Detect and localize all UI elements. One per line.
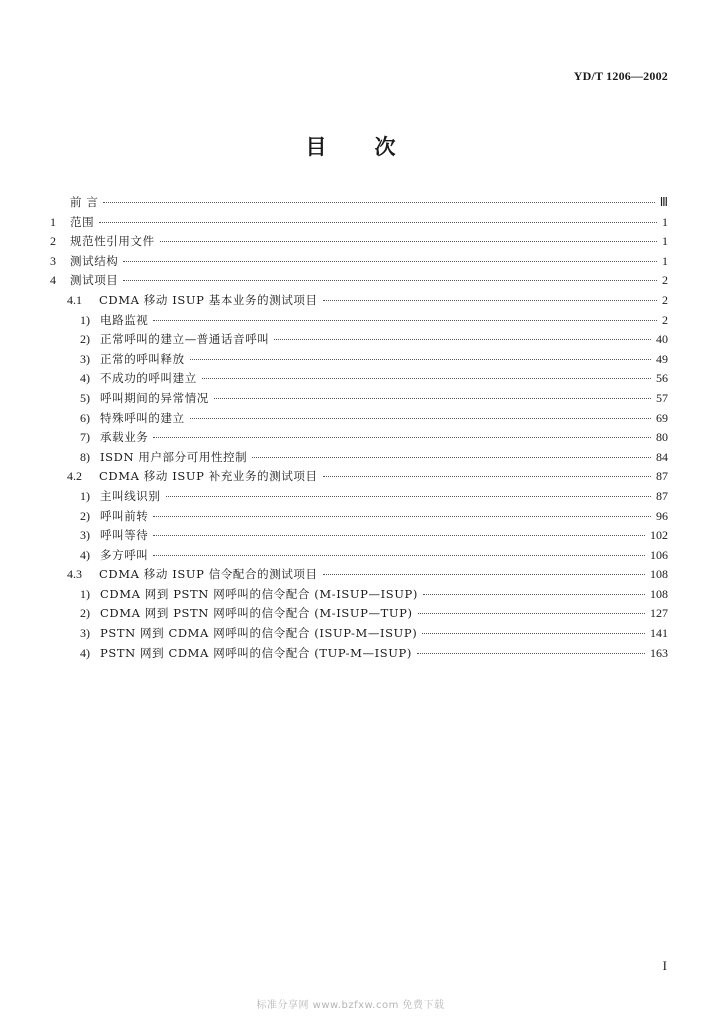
toc-entry-label: CDMA 网到 PSTN 网呼叫的信令配合 (M-ISUP—ISUP) (100, 586, 418, 601)
toc-dot-leader (323, 300, 657, 301)
toc-entry[interactable] (50, 311, 668, 331)
toc-entry[interactable] (50, 604, 668, 624)
toc-entry-number: 4) (80, 371, 90, 386)
toc-entry[interactable] (50, 585, 668, 605)
title-char-2: 次 (374, 135, 396, 159)
toc-entry[interactable] (50, 565, 668, 585)
toc-dot-leader (252, 457, 651, 458)
toc-entry-number: 1 (50, 214, 56, 229)
toc-entry-label: PSTN 网到 CDMA 网呼叫的信令配合 (TUP-M—ISUP) (100, 645, 412, 660)
toc-entry-number: 3) (80, 351, 90, 366)
toc-entry[interactable] (50, 271, 668, 291)
toc-entry-number: 3) (80, 626, 90, 641)
toc-entry-label: PSTN 网到 CDMA 网呼叫的信令配合 (ISUP-M—ISUP) (100, 626, 418, 641)
toc-dot-leader (99, 222, 657, 223)
toc-dot-leader (153, 535, 645, 536)
toc-dot-leader (153, 320, 657, 321)
table-of-contents (50, 193, 668, 663)
toc-entry-number: 7) (80, 430, 90, 445)
toc-entry-number: 5) (80, 390, 90, 405)
toc-entry-label: 测试结构 (70, 253, 119, 268)
toc-entry[interactable] (50, 369, 668, 389)
toc-entry[interactable] (50, 252, 668, 272)
toc-dot-leader (423, 594, 645, 595)
toc-entry-number: 8) (80, 449, 90, 464)
standard-number: YD/T 1206—2002 (573, 69, 668, 83)
toc-entry[interactable] (50, 467, 668, 487)
toc-entry-page: 1 (662, 214, 668, 229)
toc-entry[interactable] (50, 448, 668, 468)
toc-entry-label: 呼叫期间的异常情况 (100, 390, 209, 405)
toc-entry-page: 102 (650, 528, 668, 543)
toc-entry-page: 2 (662, 292, 668, 307)
toc-entry-page: 87 (656, 488, 668, 503)
toc-dot-leader (418, 613, 645, 614)
toc-entry-page: 108 (650, 586, 668, 601)
toc-entry-label: ISDN 用户部分可用性控制 (100, 449, 248, 464)
toc-entry-page: 1 (662, 234, 668, 249)
toc-entry[interactable] (50, 232, 668, 252)
toc-entry-number: 1) (80, 586, 90, 601)
toc-entry[interactable] (50, 213, 668, 233)
toc-entry-number: 4) (80, 645, 90, 660)
toc-entry-label: 承载业务 (100, 430, 149, 445)
toc-entry-label: 特殊呼叫的建立 (100, 410, 185, 425)
toc-entry-page: 106 (650, 547, 668, 562)
toc-entry-label: 多方呼叫 (100, 547, 149, 562)
toc-entry-label: CDMA 移动 ISUP 补充业务的测试项目 (99, 469, 318, 484)
toc-dot-leader (417, 653, 645, 654)
toc-dot-leader (153, 516, 651, 517)
toc-entry-number: 4) (80, 547, 90, 562)
toc-dot-leader (274, 339, 651, 340)
toc-entry[interactable] (50, 624, 668, 644)
toc-entry[interactable] (50, 330, 668, 350)
toc-entry-page: 141 (650, 626, 668, 641)
toc-entry-label: 正常的呼叫释放 (100, 351, 185, 366)
toc-entry-page: 1 (662, 253, 668, 268)
toc-entry-number: 4.2 (67, 469, 82, 484)
toc-entry[interactable] (50, 389, 668, 409)
toc-entry[interactable] (50, 350, 668, 370)
toc-entry[interactable] (50, 546, 668, 566)
toc-entry-label: 测试项目 (70, 273, 119, 288)
toc-entry-label: CDMA 移动 ISUP 基本业务的测试项目 (99, 292, 318, 307)
toc-entry-label: CDMA 网到 PSTN 网呼叫的信令配合 (M-ISUP—TUP) (100, 606, 413, 621)
toc-entry-page: 2 (662, 312, 668, 327)
toc-entry[interactable] (50, 507, 668, 527)
toc-entry-number: 2) (80, 606, 90, 621)
toc-dot-leader (166, 496, 652, 497)
toc-dot-leader (153, 437, 651, 438)
toc-entry-page: 84 (656, 449, 668, 464)
toc-entry-page: 163 (650, 645, 668, 660)
toc-dot-leader (123, 280, 657, 281)
toc-entry-number: 3 (50, 253, 56, 268)
toc-dot-leader (190, 418, 651, 419)
toc-dot-leader (202, 378, 651, 379)
toc-entry[interactable] (50, 526, 668, 546)
toc-entry-number: 3) (80, 528, 90, 543)
toc-entry-label: CDMA 移动 ISUP 信令配合的测试项目 (99, 567, 318, 582)
toc-entry[interactable] (50, 487, 668, 507)
toc-entry-page: Ⅲ (659, 195, 668, 209)
toc-entry-label: 正常呼叫的建立—普通话音呼叫 (100, 332, 270, 347)
toc-entry-number: 2) (80, 508, 90, 523)
toc-dot-leader (323, 476, 651, 477)
toc-dot-leader (103, 202, 654, 203)
toc-entry-page: 127 (650, 606, 668, 621)
toc-entry-number: 4 (50, 273, 56, 288)
toc-entry-label: 规范性引用文件 (70, 234, 155, 249)
toc-dot-leader (422, 633, 645, 634)
toc-entry-label: 呼叫前转 (100, 508, 149, 523)
toc-dot-leader (214, 398, 651, 399)
toc-entry-label: 呼叫等待 (100, 528, 149, 543)
toc-entry[interactable] (50, 291, 668, 311)
toc-entry-label: 范围 (70, 214, 95, 229)
toc-entry[interactable] (50, 409, 668, 429)
toc-entry-label: 不成功的呼叫建立 (100, 371, 197, 386)
page-title (0, 131, 701, 161)
toc-entry-label: 电路监视 (100, 312, 149, 327)
toc-dot-leader (160, 241, 657, 242)
toc-entry-number: 1) (80, 488, 90, 503)
toc-entry-page: 69 (656, 410, 668, 425)
page-number: I (662, 958, 667, 973)
toc-entry-page: 49 (656, 351, 668, 366)
toc-entry[interactable] (50, 428, 668, 448)
toc-entry-label: 前 言 (70, 195, 99, 209)
toc-entry-number: 4.3 (67, 567, 82, 582)
toc-entry-page: 56 (656, 371, 668, 386)
toc-entry[interactable] (50, 644, 668, 664)
toc-entry-page: 80 (656, 430, 668, 445)
toc-dot-leader (123, 261, 657, 262)
toc-entry-page: 108 (650, 567, 668, 582)
toc-entry-page: 87 (656, 469, 668, 484)
toc-entry[interactable] (50, 193, 668, 213)
title-char-1: 目 (305, 135, 327, 159)
toc-entry-number: 2 (50, 234, 56, 249)
toc-entry-number: 2) (80, 332, 90, 347)
toc-entry-page: 2 (662, 273, 668, 288)
toc-dot-leader (153, 555, 645, 556)
toc-entry-number: 6) (80, 410, 90, 425)
toc-entry-number: 4.1 (67, 292, 82, 307)
watermark-text: 标准分享网 www.bzfxw.com 免费下载 (256, 1000, 445, 1011)
toc-dot-leader (190, 359, 651, 360)
toc-entry-number: 1) (80, 312, 90, 327)
toc-entry-page: 57 (656, 390, 668, 405)
toc-entry-page: 96 (656, 508, 668, 523)
toc-dot-leader (323, 574, 645, 575)
toc-entry-page: 40 (656, 332, 668, 347)
toc-entry-label: 主叫线识别 (100, 488, 161, 503)
